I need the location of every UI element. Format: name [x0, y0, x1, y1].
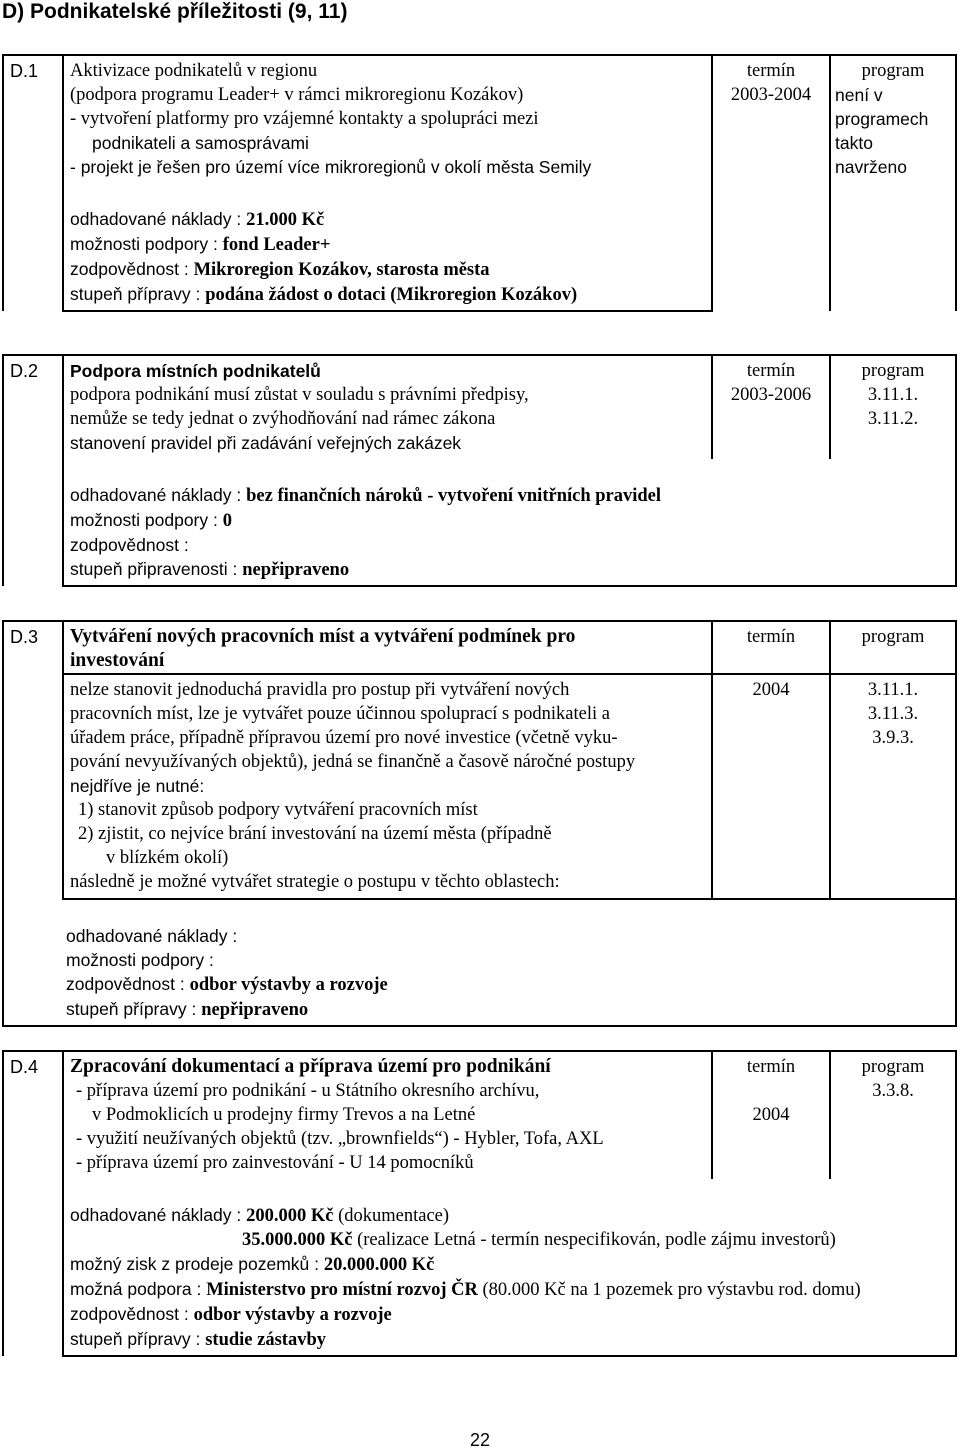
project-title: investování — [70, 650, 165, 671]
term-header: termín — [746, 627, 796, 647]
program-cell — [830, 1051, 956, 1179]
term-cell — [712, 674, 830, 899]
program-header: program — [861, 1057, 925, 1077]
project-description — [63, 674, 712, 899]
program-value: takto — [835, 133, 873, 153]
project-subtitle: (podpora programu Leader+ v rámci mikroregionu Kozákov) — [70, 85, 524, 105]
page-number: 22 — [469, 1430, 491, 1450]
costs-line: odhadované náklady : — [66, 926, 238, 946]
support-line: možnosti podpory : 0 — [70, 510, 232, 531]
description-line: nemůže se tedy jednat o zvýhodňování nad rámec zákona — [70, 409, 496, 429]
project-description — [63, 1051, 712, 1179]
description-line: 1) stanovit způsob podpory vytváření pracovních míst — [78, 800, 478, 820]
program-value: 3.11.3. — [867, 704, 919, 724]
project-details — [3, 899, 956, 1026]
term-value: 2003-2006 — [730, 385, 812, 405]
description-line: - příprava území pro zainvestování - U 14 pomocníků — [76, 1153, 474, 1173]
support-line: možná podpora : Ministerstvo pro místní rozvoj ČR (80.000 Kč na 1 pozemek pro výstavbu rod. domu) — [70, 1279, 861, 1300]
responsibility-line: zodpovědnost : odbor výstavby a rozvoje — [66, 974, 388, 995]
responsibility-line: zodpovědnost : — [70, 535, 189, 555]
readiness-line: stupeň přípravy : nepřipraveno — [66, 999, 309, 1020]
project-title: Aktivizace podnikatelů v regionu — [70, 61, 318, 81]
description-line: podpora podnikání musí zůstat v souladu s právními předpisy, — [70, 385, 529, 405]
program-value: není v — [835, 85, 883, 105]
program-value: 3.11.2. — [867, 409, 919, 429]
description-line: - projekt je řešen pro území více mikroregionů v okolí města Semily — [70, 157, 592, 177]
description-line: pracovních míst, lze je vytvářet pouze účinnou spoluprací s podnikateli a — [70, 704, 610, 724]
program-cell — [830, 674, 956, 899]
term-value: 2004 — [752, 1105, 790, 1125]
description-line: pování nevyužívaných objektů), jedná se finančně a časově náročné postupy — [70, 752, 636, 772]
description-line: následně je možné vytvářet strategie o postupu v těchto oblastech: — [70, 872, 560, 892]
project-number: D.4 — [3, 1051, 63, 1356]
costs-line: odhadované náklady : 21.000 Kč — [70, 209, 325, 230]
description-line: nelze stanovit jednoduchá pravidla pro postup při vytváření nových — [70, 680, 570, 700]
description-line: - vytvoření platformy pro vzájemné kontakty a spolupráci mezi — [70, 109, 539, 129]
program-value: 3.11.1. — [867, 385, 919, 405]
project-block-d2 — [2, 354, 957, 587]
term-cell — [712, 1051, 830, 1179]
readiness-line: stupeň přípravy : studie zástavby — [70, 1329, 326, 1350]
project-block-d4 — [2, 1050, 957, 1357]
project-details — [63, 459, 956, 586]
costs-line-2: 35.000.000 Kč (realizace Letná - termín nespecifikován, podle zájmu investorů) — [242, 1230, 836, 1250]
program-value: 3.11.1. — [867, 680, 919, 700]
description-line: v Podmoklicích u prodejny firmy Trevos a na Letné — [92, 1105, 476, 1125]
program-header: program — [861, 627, 925, 647]
program-value: 3.9.3. — [872, 728, 914, 748]
term-value: 2003-2004 — [730, 85, 812, 105]
project-title: Podpora místních podnikatelů — [70, 361, 321, 381]
project-block-d1 — [2, 54, 957, 312]
readiness-line: stupeň připravenosti : nepřipraveno — [70, 559, 350, 580]
program-header: program — [861, 61, 925, 81]
page-heading: D) Podnikatelské příležitosti (9, 11) — [2, 0, 348, 23]
project-title-cell — [63, 621, 712, 674]
term-header: termín — [746, 61, 796, 81]
project-description — [63, 55, 712, 183]
project-details — [63, 1179, 956, 1356]
profit-line: možný zisk z prodeje pozemků : 20.000.000 Kč — [70, 1254, 435, 1275]
description-line: - využití neužívaných objektů (tzv. „brownfields“) - Hybler, Tofa, AXL — [76, 1129, 604, 1149]
program-value: 3.3.8. — [872, 1081, 914, 1101]
responsibility-line: zodpovědnost : odbor výstavby a rozvoje — [70, 1304, 392, 1325]
program-cell — [830, 55, 956, 311]
term-header: termín — [746, 1057, 796, 1077]
term-cell — [712, 55, 830, 311]
description-line: - příprava území pro podnikání - u Státního okresního archívu, — [76, 1081, 540, 1101]
support-line: možnosti podpory : — [66, 950, 214, 970]
program-value: programech — [835, 109, 929, 129]
project-title: Vytváření nových pracovních míst a vytváření podmínek pro — [70, 626, 576, 647]
project-block-d3 — [2, 620, 957, 1027]
term-header: termín — [746, 361, 796, 381]
costs-line: odhadované náklady : 200.000 Kč (dokumentace) — [70, 1205, 450, 1226]
support-line: možnosti podpory : fond Leader+ — [70, 234, 331, 255]
program-cell — [830, 355, 956, 459]
term-cell — [712, 355, 830, 459]
program-header: program — [861, 361, 925, 381]
project-title: Zpracování dokumentací a příprava území pro podnikání — [70, 1056, 551, 1077]
program-value: navrženo — [835, 157, 907, 177]
description-line: v blízkém okolí) — [106, 848, 229, 868]
description-line: podnikateli a samosprávami — [92, 133, 309, 153]
description-line: úřadem práce, případně přípravou území pro nové investice (včetně vyku- — [70, 728, 618, 748]
description-line: stanovení pravidel při zadávání veřejných zakázek — [70, 433, 462, 453]
description-line: nejdříve je nutné: — [70, 776, 205, 796]
costs-line: odhadované náklady : bez finančních nároků - vytvoření vnitřních pravidel — [70, 485, 662, 506]
project-details — [63, 183, 712, 311]
description-line: 2) zjistit, co nejvíce brání investování na území města (případně — [78, 824, 552, 844]
term-value: 2004 — [752, 680, 790, 700]
project-number: D.1 — [3, 55, 63, 311]
program-header-cell — [830, 621, 956, 674]
responsibility-line: zodpovědnost : Mikroregion Kozákov, starosta města — [70, 259, 490, 280]
term-header-cell — [712, 621, 830, 674]
project-number: D.3 — [3, 621, 63, 899]
project-description — [63, 355, 712, 459]
readiness-line: stupeň přípravy : podána žádost o dotaci (Mikroregion Kozákov) — [70, 284, 578, 305]
project-number: D.2 — [3, 355, 63, 586]
